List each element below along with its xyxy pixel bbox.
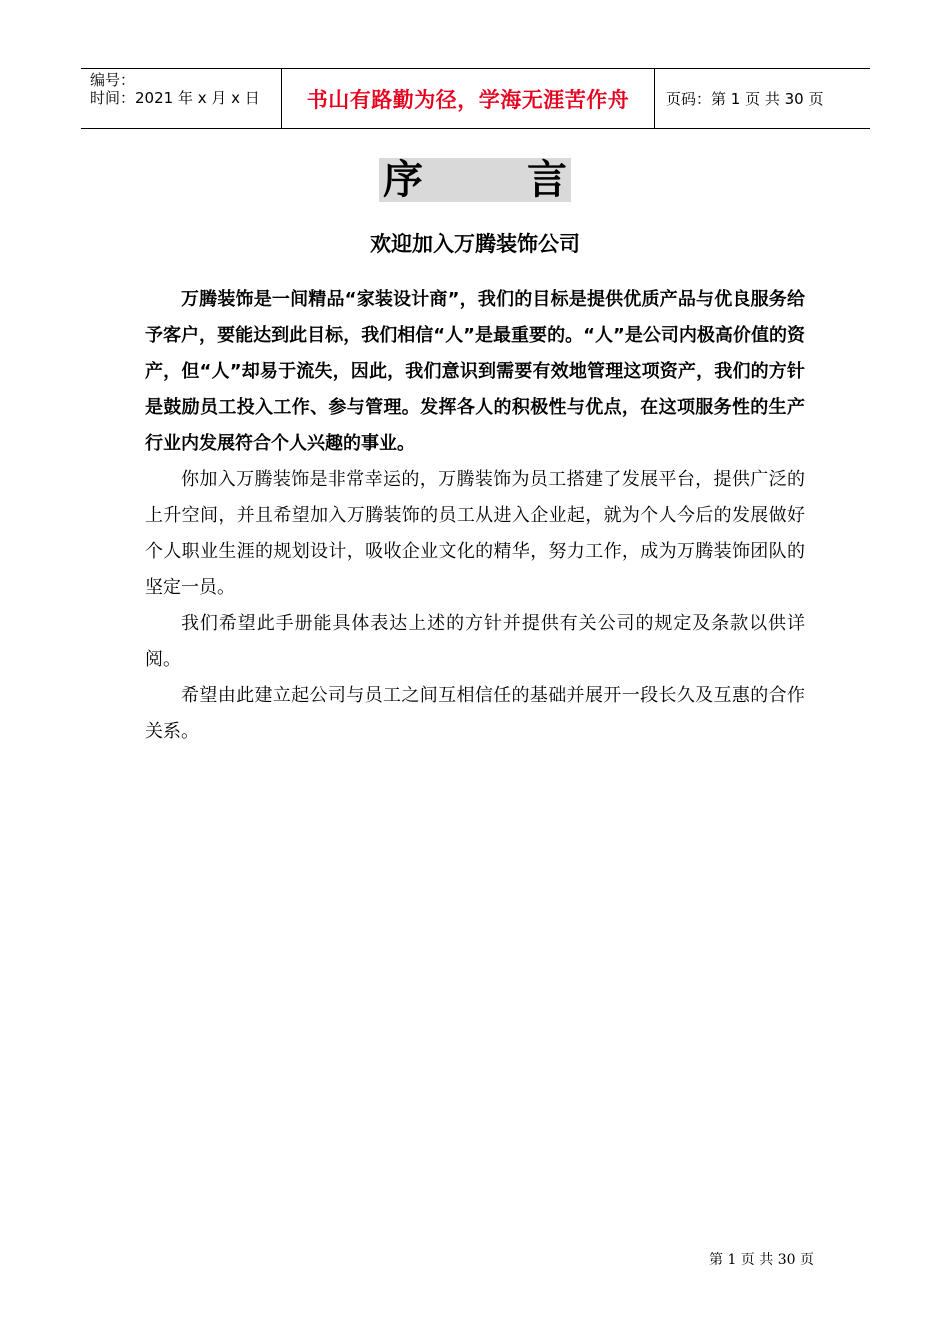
document-time-label: 时间：2021 年 x 月 x 日	[90, 89, 260, 107]
page-title-char-2: 言	[527, 157, 567, 203]
page-title-wrap	[0, 158, 950, 202]
page-subtitle: 欢迎加入万腾装饰公司	[370, 232, 580, 256]
page-footer: 第 1 页 共 30 页	[709, 1252, 814, 1268]
header-motto: 书山有路勤为径，学海无涯苦作舟	[306, 87, 630, 112]
paragraph-3: 我们希望此手册能具体表达上述的方针并提供有关公司的规定及条款以供详阅。	[145, 613, 805, 670]
paragraph-2: 你加入万腾装饰是非常幸运的，万腾装饰为员工搭建了发展平台，提供广泛的上升空间，并且希望加入万腾装饰的员工从进入企业起，就为个人今后的发展做好个人职业生涯的规划设计，吸收企业文化的精华，努力工作，成为万腾装饰团队的坚定一员。	[145, 469, 805, 598]
page-title	[379, 158, 571, 202]
paragraph-4: 希望由此建立起公司与员工之间互相信任的基础并展开一段长久及互惠的合作关系。	[145, 685, 805, 742]
page-title-char-1: 序	[383, 157, 423, 203]
paragraph-1: 万腾装饰是一间精品“家装设计商”，我们的目标是提供优质产品与优良服务给予客户，要能达到此目标，我们相信“人”是最重要的。“人”是公司内极高价值的资产，但“人”却易于流失，因此，我们意识到需要有效地管理这项资产，我们的方针是鼓励员工投入工作、参与管理。发挥各人的积极性与优点，在这项服务性的生产行业内发展符合个人兴趣的事业。	[145, 289, 805, 454]
body-text	[145, 282, 805, 750]
header-motto-cell	[282, 69, 655, 128]
document-number-label: 编号：	[90, 71, 136, 89]
header-page-info: 页码：第 1 页 共 30 页	[666, 90, 824, 108]
page-header	[81, 68, 870, 129]
header-page-cell	[655, 69, 870, 128]
header-meta	[81, 69, 282, 128]
